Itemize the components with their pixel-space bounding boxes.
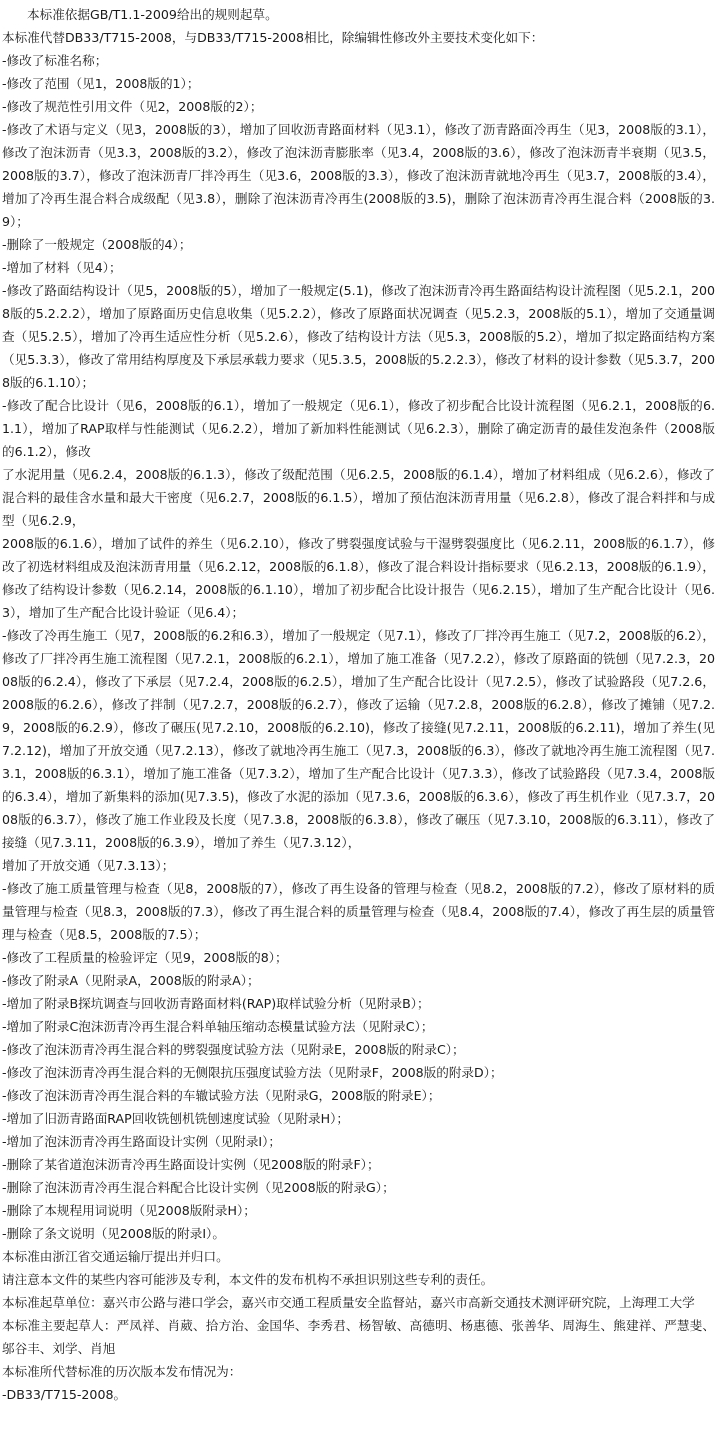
change-item: -删除了一般规定（2008版的4）； [2, 237, 192, 252]
version-history-heading: 本标准所代替标准的历次版本发布情况为： [2, 1364, 242, 1379]
change-item: -增加了旧沥青路面RAP回收铣刨机铣刨速度试验（见附录H）； [2, 1111, 350, 1126]
change-item: -修改了泡沫沥青冷再生混合料的车辙试验方法（见附录G，2008版的附录E）； [2, 1088, 441, 1103]
change-item: -删除了泡沫沥青冷再生混合料配合比设计实例（见2008版的附录G）； [2, 1180, 395, 1195]
change-item: -修改了路面结构设计（见5，2008版的5），增加了一般规定(5.1)，修改了泡沫沥青冷再生路面结构设计流程图（见5.2.1，2008版的5.2.2.2），增加了原路面历史信息收集（见5.2.2），修改了原路面状况调查（见5.2.3，2008版的5.1），增加了交通量调查（见5.2.5），增加了冷再生适应性分析（见5.2.6），修改了结构设计方法（见5.3，2008版的5.2），增加了拟定路面结构方案（见5.3.3），修改了常用结构厚度及下承层承载力要求（见5.3.5，2008版的5.2.2.3），修改了材料的设计参数（见5.3.7，2008版的6.1.10）； [2, 283, 715, 390]
patent-notice: 请注意本文件的某些内容可能涉及专利，本文件的发布机构不承担识别这些专利的责任。 [2, 1272, 494, 1287]
change-item: -修改了附录A（见附录A，2008版的附录A）； [2, 973, 260, 988]
change-item: -增加了材料（见4）； [2, 260, 122, 275]
intro-paragraph: 本标准依据GB/T1.1-2009给出的规则起草。 [27, 7, 278, 22]
change-item: -修改了工程质量的检验评定（见9，2008版的8）； [2, 950, 288, 965]
change-item: -修改了标准名称； [2, 53, 108, 68]
change-item: -修改了配合比设计（见6，2008版的6.1），增加了一般规定（见6.1），修改了初步配合比设计流程图（见6.2.1，2008版的6.1.1），增加了RAP取样与性能测试（见6.2.2），增加了新加料性能测试（见6.2.3），删除了确定沥青的最佳发泡条件（2008版的6.1.2），修改 [2, 398, 715, 459]
change-item: -修改了范围（见1，2008版的1）； [2, 76, 200, 91]
drafting-organizations: 本标准起草单位：嘉兴市公路与港口学会，嘉兴市交通工程质量安全监督站，嘉兴市高新交通技术测评研究院，上海理工大学 [2, 1295, 695, 1310]
change-item: -增加了泡沫沥青冷再生路面设计实例（见附录I）； [2, 1134, 282, 1149]
change-item-continued: 2008版的6.1.6），增加了试件的养生（见6.2.10），修改了劈裂强度试验与干湿劈裂强度比（见6.2.11，2008版的6.1.7），修改了初选材料组成及泡沫沥青用量（见6.2.12，2008版的6.1.8），修改了混合料设计指标要求（见6.2.13，2008版的6.1.9），修改了结构设计参数（见6.2.14，2008版的6.1.10），增加了初步配合比设计报告（见6.2.15），增加了生产配合比设计（见6.3），增加了生产配合比设计验证（见6.4）； [2, 536, 715, 620]
change-item: -修改了规范性引用文件（见2，2008版的2）； [2, 99, 263, 114]
change-item: -删除了本规程用词说明（见2008版附录H）； [2, 1203, 256, 1218]
main-drafters: 本标准主要起草人：严凤祥、肖葳、拾方治、金国华、李秀君、杨智敏、高德明、杨惠德、张善华、周海生、熊建祥、严慧斐、邬谷丰、刘学、肖旭 [2, 1318, 715, 1356]
change-item: -修改了泡沫沥青冷再生混合料的无侧限抗压强度试验方法（见附录F，2008版的附录D）； [2, 1065, 503, 1080]
replacement-statement: 本标准代替DB33/T715-2008，与DB33/T715-2008相比，除编辑性修改外主要技术变化如下： [2, 30, 544, 45]
change-item: -修改了施工质量管理与检查（见8，2008版的7），修改了再生设备的管理与检查（见8.2，2008版的7.2），修改了原材料的质量管理与检查（见8.3，2008版的7.3），修改了再生混合料的质量管理与检查（见8.4，2008版的7.4），修改了再生层的质量管理与检查（见8.5，2008版的7.5）； [2, 881, 715, 942]
change-item-continued: 了水泥用量（见6.2.4，2008版的6.1.3），修改了级配范围（见6.2.5，2008版的6.1.4），增加了材料组成（见6.2.6），修改了混合料的最佳含水量和最大干密度（见6.2.7，2008版的6.1.5），增加了预估泡沫沥青用量（见6.2.8），修改了混合料拌和与成型（见6.2.9， [2, 467, 715, 528]
change-item: -删除了某省道泡沫沥青冷再生路面设计实例（见2008版的附录F）； [2, 1157, 380, 1172]
change-item-continued: 增加了开放交通（见7.3.13）； [2, 858, 175, 873]
change-item: -修改了术语与定义（见3，2008版的3），增加了回收沥青路面材料（见3.1），修改了沥青路面冷再生（见3，2008版的3.1），修改了泡沫沥青（见3.3，2008版的3.2），修改了泡沫沥青膨胀率（见3.4，2008版的3.6），修改了泡沫沥青半衰期（见3.5，2008版的3.7），修改了泡沫沥青厂拌冷再生（见3.6，2008版的3.3），修改了泡沫沥青就地冷再生（见3.7，2008版的3.4），增加了冷再生混合料合成级配（见3.8），删除了泡沫沥青冷再生(2008版的3.5)，删除了泡沫沥青冷再生混合料（2008版的3.9）； [2, 122, 715, 229]
proposer-statement: 本标准由浙江省交通运输厅提出并归口。 [2, 1249, 229, 1264]
change-item: -修改了泡沫沥青冷再生混合料的劈裂强度试验方法（见附录E，2008版的附录C）； [2, 1042, 465, 1057]
change-item: -增加了附录C泡沫沥青冷再生混合料单轴压缩动态模量试验方法（见附录C）； [2, 1019, 434, 1034]
change-item: -修改了冷再生施工（见7，2008版的6.2和6.3），增加了一般规定（见7.1），修改了厂拌冷再生施工（见7.2，2008版的6.2），修改了厂拌冷再生施工流程图（见7.2.1，2008版的6.2.1），增加了施工准备（见7.2.2），修改了原路面的铣刨（见7.2.3，2008版的6.2.4），修改了下承层（见7.2.4，2008版的6.2.5），增加了生产配合比设计（见7.2.5），修改了试验路段（见7.2.6，2008版的6.2.6），修改了拌制（见7.2.7，2008版的6.2.7），修改了运输（见7.2.8，2008版的6.2.8），修改了摊铺（见7.2.9，2008版的6.2.9），修改了碾压(见7.2.10，2008版的6.2.10)，修改了接缝(见7.2.11，2008版的6.2.11)，增加了养生(见7.2.12)，增加了开放交通（见7.2.13），修改了就地冷再生施工（见7.3，2008版的6.3），修改了就地冷再生施工流程图（见7.3.1，2008版的6.3.1），增加了施工准备（见7.3.2），增加了生产配合比设计（见7.3.3），修改了试验路段（见7.3.4，2008版的6.3.4），增加了新集料的添加(见7.3.5)，修改了水泥的添加（见7.3.6，2008版的6.3.6），修改了再生机作业（见7.3.7，2008版的6.3.7），修改了施工作业段及长度（见7.3.8，2008版的6.3.8），修改了碾压（见7.3.10，2008版的6.3.11），修改了接缝（见7.3.11，2008版的6.3.9），增加了养生（见7.3.12）， [2, 628, 715, 850]
version-history-item: -DB33/T715-2008。 [2, 1387, 127, 1402]
change-item: -删除了条文说明（见2008版的附录I）。 [2, 1226, 225, 1241]
change-item: -增加了附录B探坑调查与回收沥青路面材料(RAP)取样试验分析（见附录B）； [2, 996, 430, 1011]
